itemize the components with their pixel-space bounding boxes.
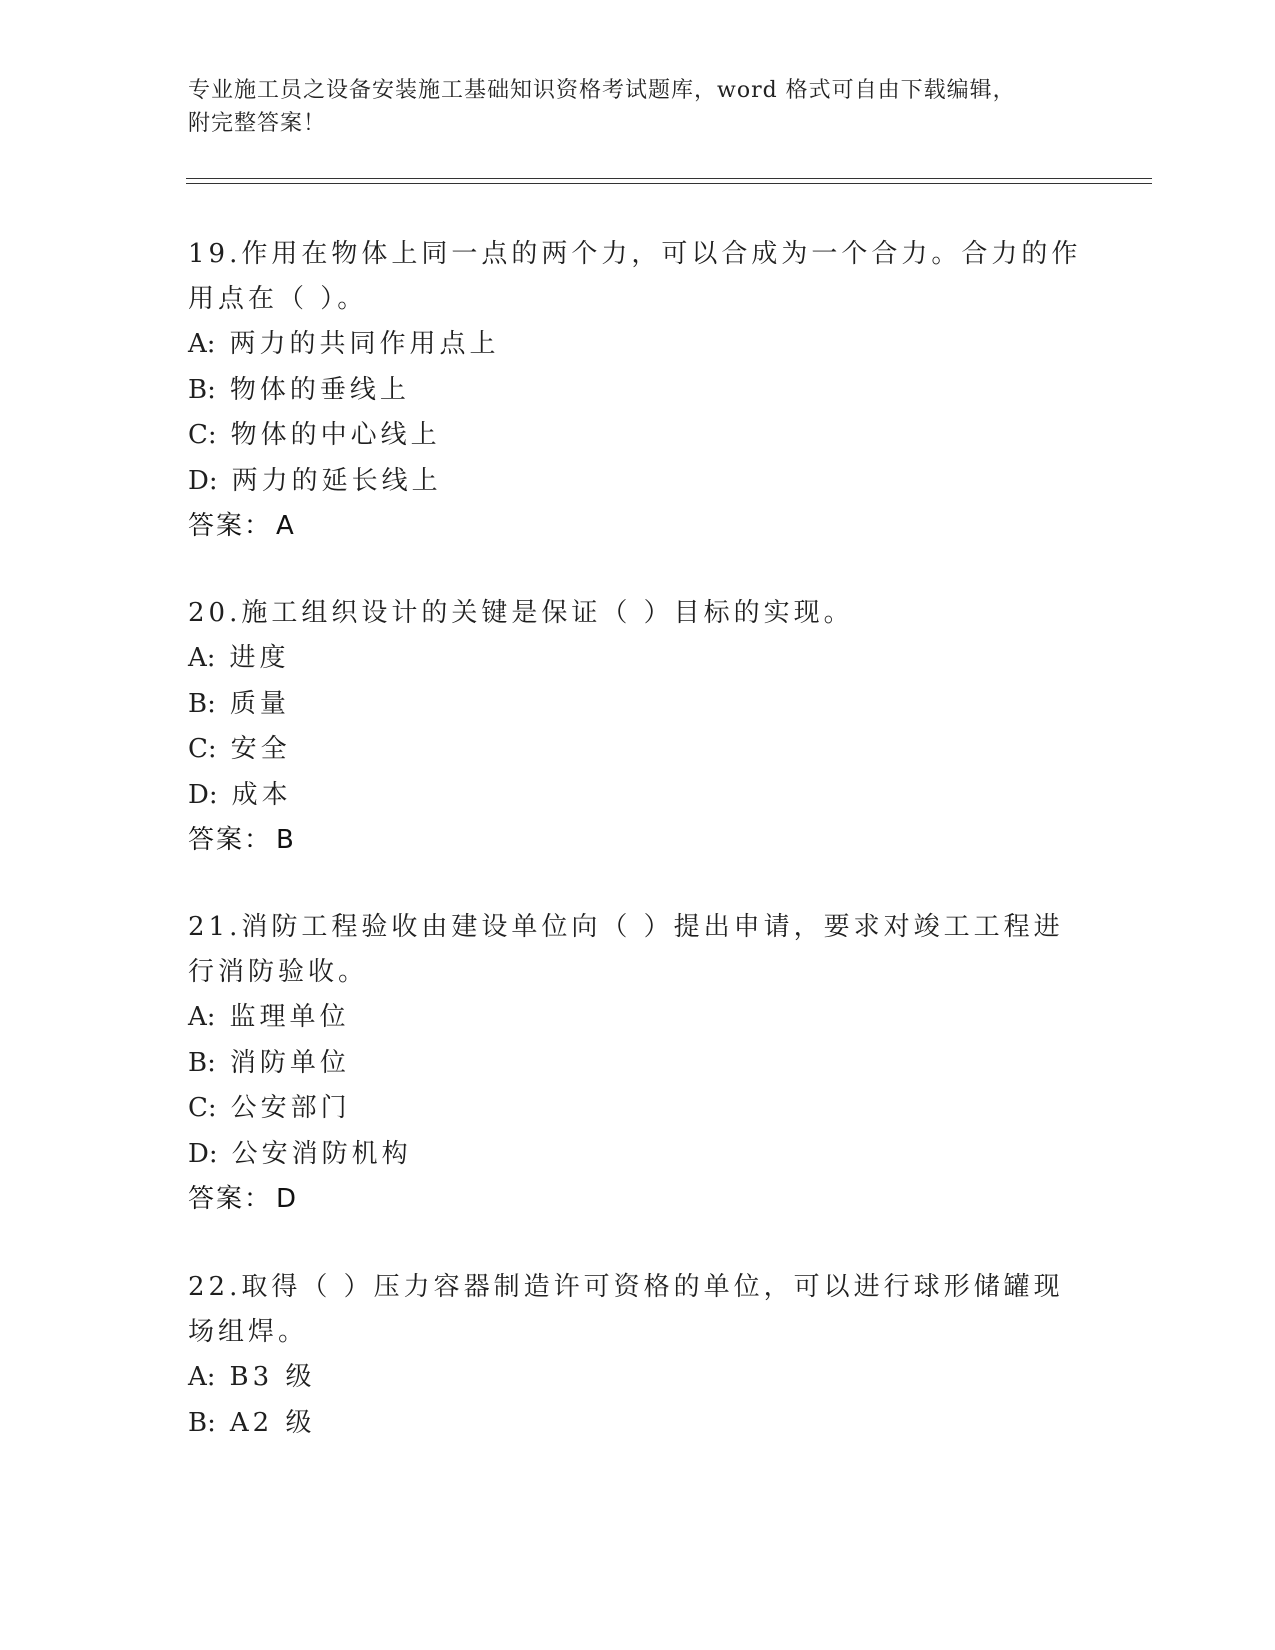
option-text: 物体的中心线上 [230, 420, 441, 450]
answer-label: 答案： [188, 511, 273, 541]
question-22 [188, 1265, 1088, 1446]
option-d [188, 773, 1088, 819]
option-c [188, 1086, 1088, 1132]
question-stem: 作用在物体上同一点的两个力，可以合成为一个合力。合力的作用点在（ ）。 [188, 239, 1082, 314]
option-d [188, 459, 1088, 505]
option-key: A: [188, 643, 216, 673]
question-stem: 施工组织设计的关键是保证（ ）目标的实现。 [241, 598, 854, 628]
option-text: 监理单位 [229, 1002, 350, 1032]
option-text: B3 级 [229, 1362, 316, 1392]
option-a [188, 322, 1088, 368]
option-text: 消防单位 [229, 1047, 350, 1078]
question-text [188, 232, 1088, 322]
option-b [188, 1041, 1088, 1087]
option-text: 两力的延长线上 [231, 465, 442, 496]
answer-line [188, 818, 1088, 863]
question-21 [188, 905, 1088, 1222]
question-text [188, 905, 1088, 995]
question-text [188, 1265, 1088, 1355]
option-key: D: [188, 465, 218, 496]
header-line-2: 附完整答案！ [188, 111, 327, 136]
question-number: 20. [188, 598, 242, 628]
option-key: B: [188, 1047, 216, 1078]
answer-value: B [276, 825, 294, 855]
header-divider-top [186, 178, 1152, 179]
option-key: B: [188, 374, 216, 405]
header-line-1: 专业施工员之设备安装施工基础知识资格考试题库，word 格式可自由下载编辑， [188, 78, 1016, 103]
option-text: 安全 [230, 734, 291, 764]
answer-value: D [276, 1184, 297, 1214]
option-key: D: [188, 779, 218, 810]
option-key: B: [188, 688, 216, 719]
question-number: 19. [188, 239, 242, 269]
option-text: 成本 [231, 779, 292, 810]
option-key: C: [188, 734, 217, 764]
option-text: 物体的垂线上 [229, 374, 410, 405]
question-20 [188, 591, 1088, 863]
question-stem: 取得（ ）压力容器制造许可资格的单位，可以进行球形储罐现场组焊。 [188, 1272, 1064, 1347]
answer-line [188, 504, 1088, 549]
option-c [188, 727, 1088, 773]
option-a [188, 995, 1088, 1041]
option-c [188, 413, 1088, 459]
answer-label: 答案： [188, 825, 273, 855]
question-number: 22. [188, 1272, 242, 1302]
option-b [188, 368, 1088, 414]
answer-label: 答案： [188, 1184, 273, 1214]
option-a [188, 636, 1088, 682]
option-key: A: [188, 329, 216, 359]
header-divider-bottom [186, 183, 1152, 184]
option-text: A2 级 [229, 1407, 316, 1438]
answer-line [188, 1177, 1088, 1222]
option-key: A: [188, 1362, 216, 1392]
answer-value: A [276, 511, 294, 541]
question-number: 21. [188, 912, 242, 942]
option-key: C: [188, 1093, 217, 1123]
option-key: C: [188, 420, 217, 450]
option-b [188, 1401, 1088, 1447]
option-d [188, 1132, 1088, 1178]
question-19 [188, 232, 1088, 549]
question-text [188, 591, 1088, 636]
option-key: B: [188, 1407, 216, 1438]
question-stem: 消防工程验收由建设单位向（ ）提出申请，要求对竣工工程进行消防验收。 [188, 912, 1064, 987]
option-text: 两力的共同作用点上 [229, 329, 500, 359]
option-a [188, 1355, 1088, 1401]
option-key: D: [188, 1138, 218, 1169]
option-text: 公安消防机构 [231, 1138, 412, 1169]
option-text: 公安部门 [230, 1093, 351, 1123]
option-text: 进度 [229, 643, 290, 673]
option-key: A: [188, 1002, 216, 1032]
option-text: 质量 [229, 688, 290, 719]
option-b [188, 682, 1088, 728]
document-header [188, 74, 1088, 140]
